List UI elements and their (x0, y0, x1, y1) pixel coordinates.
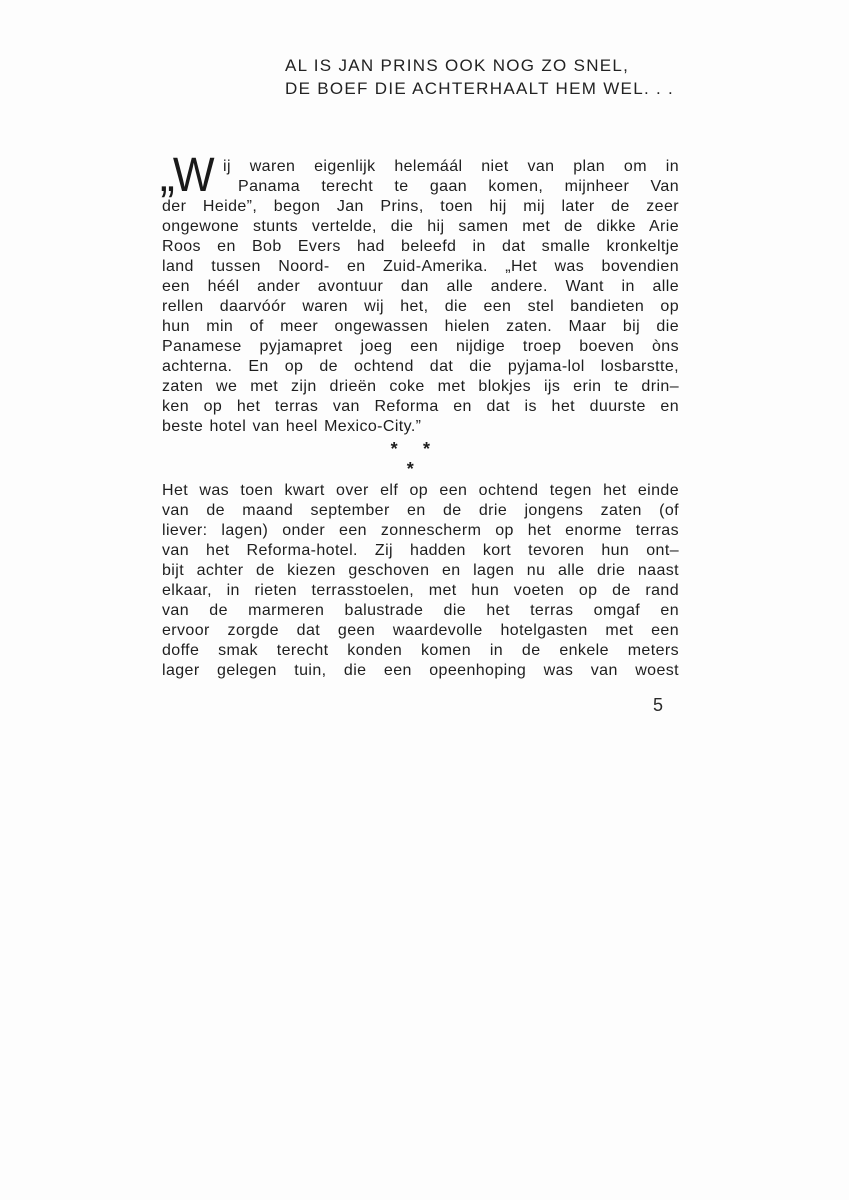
text-line: hun min of meer ongewassen hielen zaten. Maar bij die (162, 318, 679, 335)
text-line: liever: lagen) onder een zonnescherm op het enorme terras (162, 522, 679, 539)
body-text (160, 149, 679, 681)
asterisk: * (406, 459, 415, 479)
text-line: ongewone stunts vertelde, die hij samen met de dikke Arie (162, 218, 679, 235)
text-line: elkaar, in rieten terrasstoelen, met hun voeten op de rand (162, 582, 679, 599)
paragraph-1 (160, 149, 679, 437)
chapter-title-line-1: AL IS JAN PRINS OOK NOG ZO SNEL, (285, 56, 630, 75)
asterisk-row-bottom (152, 459, 669, 479)
asterisk-separator (152, 439, 669, 479)
text-line: achterna. En op de ochtend dat die pyjama-lol losbarstte, (162, 358, 679, 375)
chapter-title-line-2: DE BOEF DIE ACHTERHAALT HEM WEL. . . (285, 79, 675, 98)
text-line: van de marmeren balustrade die het terras omgaf en (162, 602, 679, 619)
asterisk: * (422, 439, 431, 459)
text-line: ken op het terras van Reforma en dat is het duurste en (162, 398, 679, 415)
text-line: Panama terecht te gaan komen, mijnheer Van (238, 178, 679, 195)
text-line: bijt achter de kiezen geschoven en lagen nu alle drie naast (162, 562, 679, 579)
text-line: ij waren eigenlijk helemáál niet van plan om in (223, 158, 679, 175)
chapter-title (285, 54, 674, 100)
text-line: der Heide”, begon Jan Prins, toen hij mij later de zeer (162, 198, 679, 215)
text-line: rellen daarvóór waren wij het, die een stel bandieten op (162, 298, 679, 315)
text-line: van het Reforma-hotel. Zij hadden kort tevoren hun ont– (162, 542, 679, 559)
asterisk: * (390, 439, 399, 459)
text-line: doffe smak terecht konden komen in de enkele meters (162, 642, 679, 659)
text-line: een héél ander avontuur dan alle andere. Want in alle (162, 278, 679, 295)
text-line: zaten we met zijn drieën coke met blokjes ijs erin te drin– (162, 378, 679, 395)
text-line: lager gelegen tuin, die een opeenhoping was van woest (162, 662, 679, 679)
text-line: ervoor zorgde dat geen waardevolle hotelgasten met een (162, 622, 679, 639)
page-number: 5 (653, 695, 664, 715)
text-line: Panamese pyjamapret joeg een nijdige troep boeven òns (162, 338, 679, 355)
drop-cap: „W (160, 149, 213, 202)
text-line: Roos en Bob Evers had beleefd in dat smalle kronkeltje (162, 238, 679, 255)
text-line: beste hotel van heel Mexico-City.” (162, 418, 422, 435)
text-line: Het was toen kwart over elf op een ochtend tegen het einde (162, 482, 679, 499)
paragraph-2 (162, 481, 679, 681)
text-line: van de maand september en de drie jongens zaten (of (162, 502, 679, 519)
asterisk-row-top (152, 439, 669, 459)
text-line: land tussen Noord- en Zuid-Amerika. „Het was bovendien (162, 258, 679, 275)
